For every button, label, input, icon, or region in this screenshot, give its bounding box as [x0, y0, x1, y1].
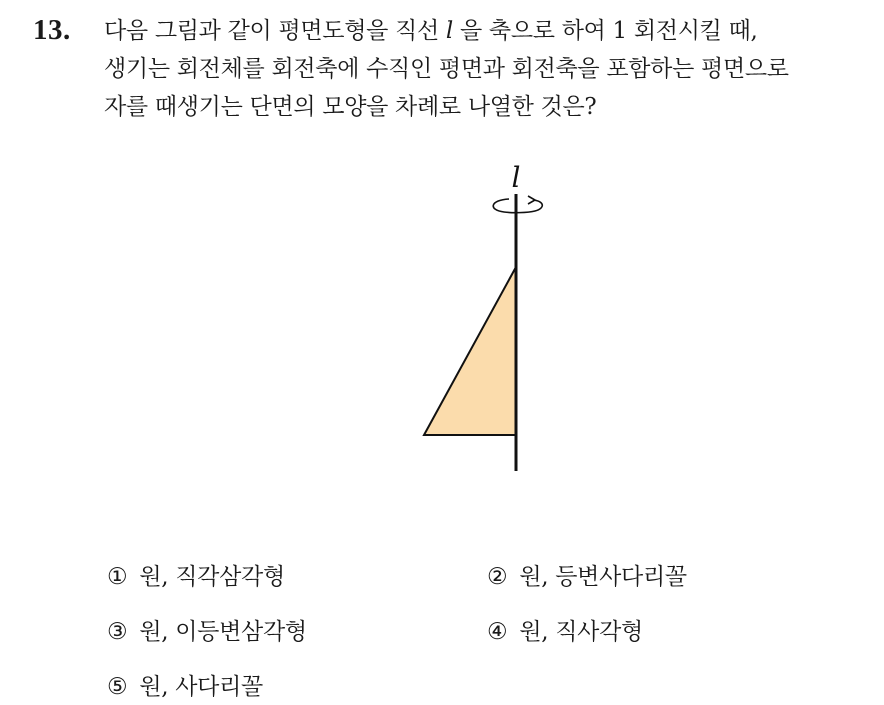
rotation-arrow-icon: [493, 199, 542, 213]
choice-marker: ⑤: [107, 674, 128, 700]
choice-marker: ③: [107, 619, 128, 645]
question-text-line-1: [104, 13, 758, 49]
choice-marker: ②: [487, 564, 508, 590]
question-text-part: 을 축으로 하여 1 회전시킬 때,: [452, 18, 758, 44]
rotation-arrowhead-icon: [528, 196, 535, 204]
question-text-line-2: 생기는 회전체를 회전축에 수직인 평면과 회전축을 포함하는 평면으로: [104, 56, 789, 82]
question-text-part: 다음 그림과 같이 평면도형을 직선: [104, 18, 446, 44]
choice-text: 원, 등변사다리꼴: [519, 564, 687, 590]
right-triangle-shape: [424, 267, 516, 435]
choice-marker: ④: [487, 619, 508, 645]
choice-text: 원, 이등변삼각형: [139, 619, 307, 645]
question-number: 13.: [33, 14, 71, 46]
axis-label: l: [511, 161, 521, 194]
question-text-line-3: 자를 때생기는 단면의 모양을 차례로 나열한 것은?: [104, 94, 597, 120]
axis-variable: l: [445, 18, 453, 44]
choice-5[interactable]: [107, 670, 263, 704]
choice-text: 원, 사다리꼴: [139, 674, 263, 700]
choice-text: 원, 직각삼각형: [139, 564, 285, 590]
choice-4[interactable]: [487, 615, 643, 649]
choice-text: 원, 직사각형: [519, 619, 643, 645]
choice-1[interactable]: [107, 560, 285, 594]
choice-2[interactable]: [487, 560, 687, 594]
choice-marker: ①: [107, 564, 128, 590]
choice-3[interactable]: [107, 615, 307, 649]
